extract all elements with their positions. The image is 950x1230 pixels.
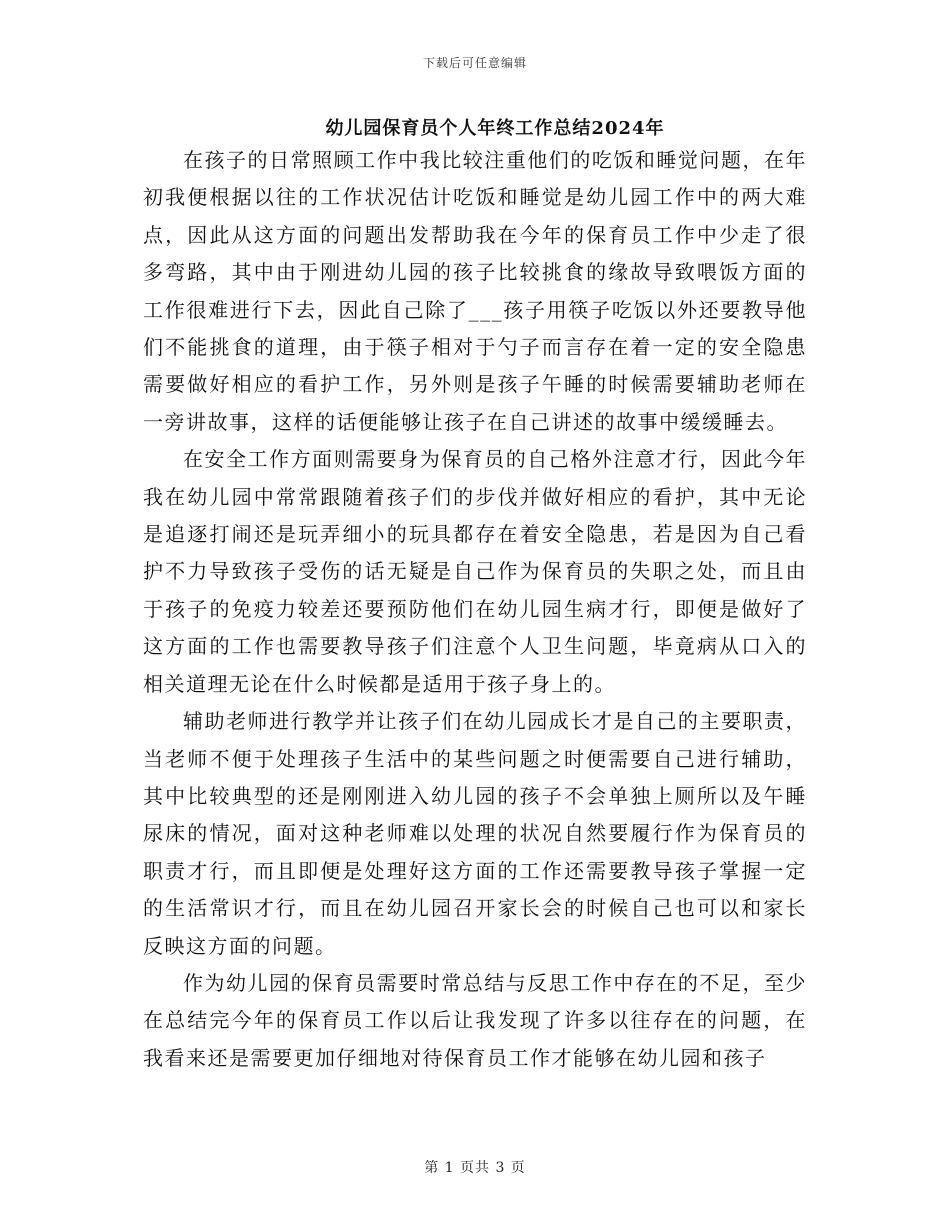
paragraph: 在安全工作方面则需要身为保育员的自己格外注意才行，因此今年我在幼儿园中常常跟随着孩子们的步伐并做好相应的看护，其中无论是追逐打闹还是玩弄细小的玩具都存在着安全隐患，若是因为自己看护不力导致孩子受伤的话无疑是自己作为保育员的失职之处，而且由于孩子的免疫力较差还要预防他们在幼儿园生病才行，即便是做好了这方面的工作也需要教导孩子们注意个人卫生问题，毕竟病从口入的相关道理无论在什么时候都是适用于孩子身上的。 (143, 447, 807, 696)
document-body (143, 142, 807, 1077)
paragraph: 辅助老师进行教学并让孩子们在幼儿园成长才是自己的主要职责，当老师不便于处理孩子生活中的某些问题之时便需要自己进行辅助，其中比较典型的还是刚刚进入幼儿园的孩子不会单独上厕所以及午睡尿床的情况，面对这种老师难以处理的状况自然要履行作为保育员的职责才行，而且即便是处理好这方面的工作还需要教导孩子掌握一定的生活常识才行，而且在幼儿园召开家长会的时候自己也可以和家长反映这方面的问题。 (143, 709, 807, 958)
paragraph: 作为幼儿园的保育员需要时常总结与反思工作中存在的不足，至少在总结完今年的保育员工作以后让我发现了许多以往存在的问题，在我看来还是需要更加仔细地对待保育员工作才能够在幼儿园和孩子 (143, 970, 807, 1070)
paragraph: 在孩子的日常照顾工作中我比较注重他们的吃饭和睡觉问题，在年初我便根据以往的工作状况估计吃饭和睡觉是幼儿园工作中的两大难点，因此从这方面的问题出发帮助我在今年的保育员工作中少走了很多弯路，其中由于刚进幼儿园的孩子比较挑食的缘故导致喂饭方面的工作很难进行下去，因此自己除了___孩子用筷子吃饭以外还要教导他们不能挑食的道理，由于筷子相对于勺子而言存在着一定的安全隐患需要做好相应的看护工作，另外则是孩子午睡的时候需要辅助老师在一旁讲故事，这样的话便能够让孩子在自己讲述的故事中缓缓睡去。 (143, 148, 807, 434)
header-note: 下载后可任意编辑 (422, 56, 527, 70)
document-title: 幼儿园保育员个人年终工作总结2024年 (325, 118, 665, 139)
page-number: 第 1 页共 3 页 (424, 1160, 526, 1176)
